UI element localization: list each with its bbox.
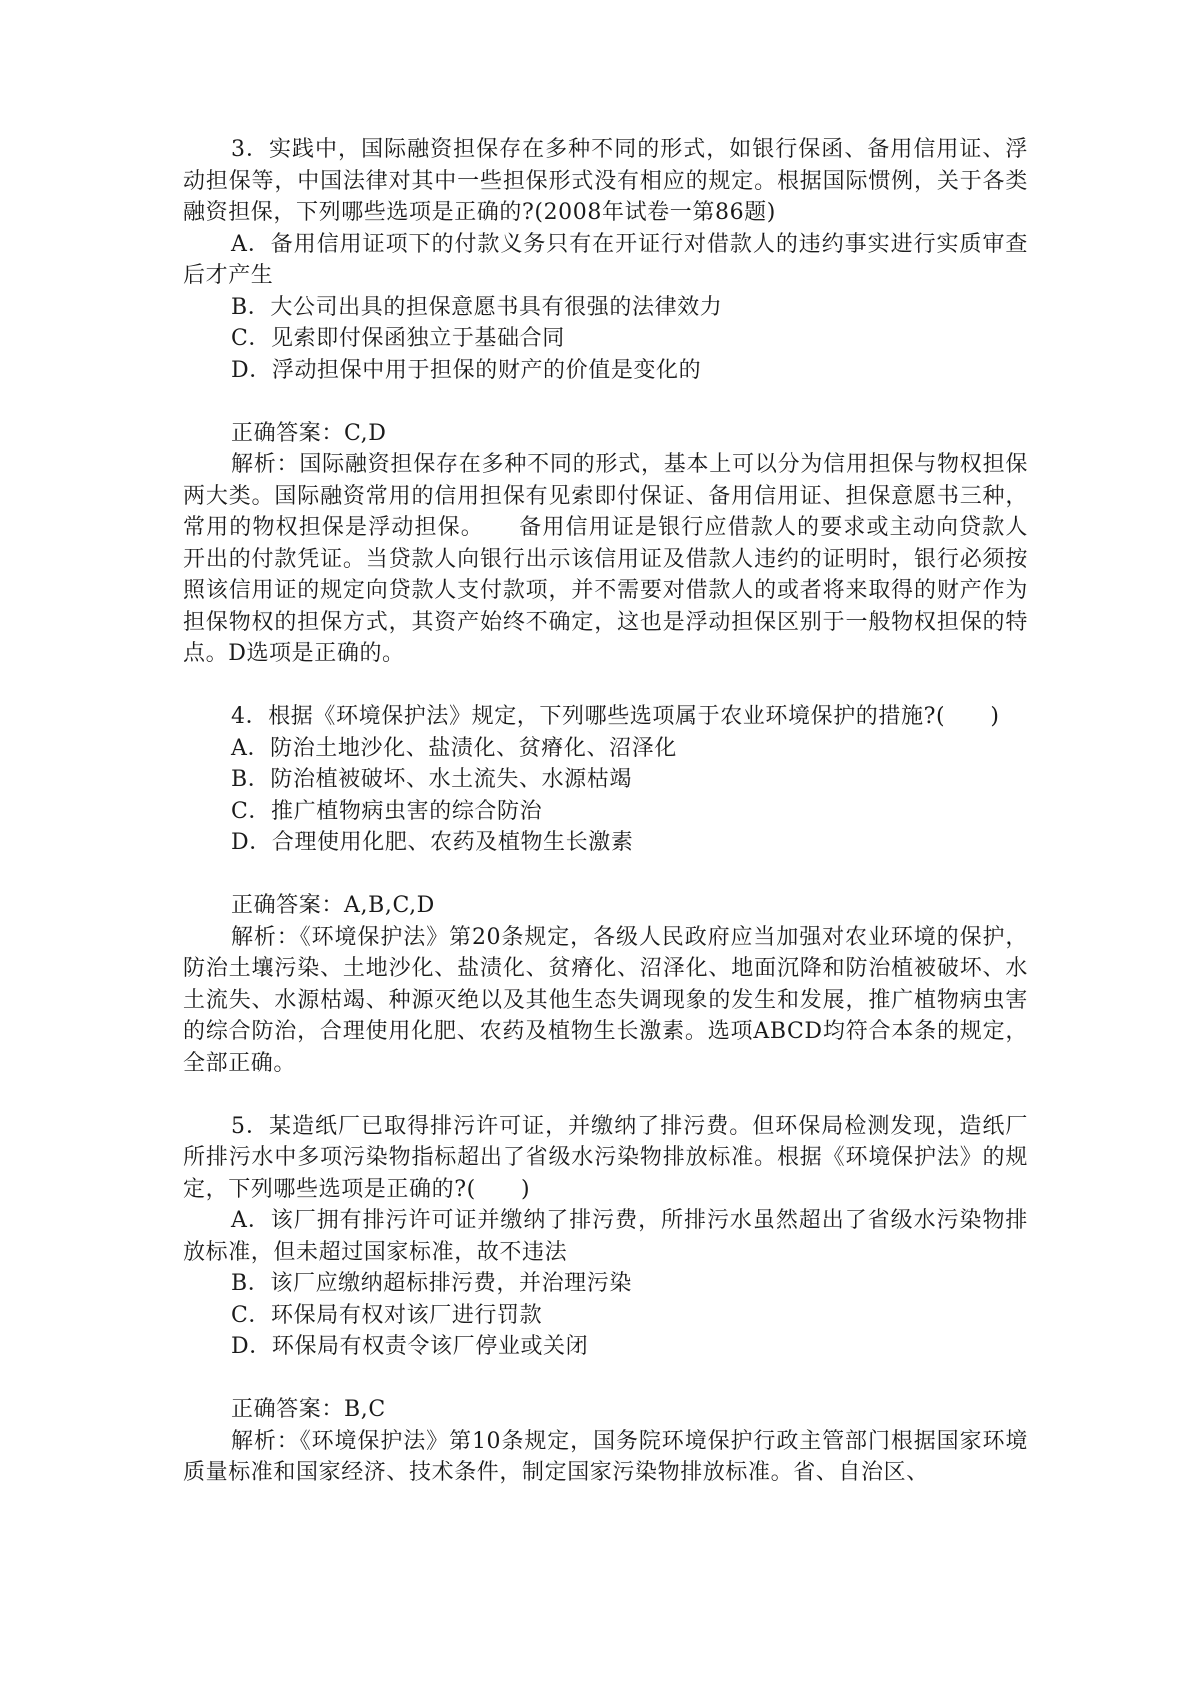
question-3 <box>183 134 1028 670</box>
question-stem: 5．某造纸厂已取得排污许可证，并缴纳了排污费。但环保局检测发现，造纸厂所排污水中多项污染物指标超出了省级水污染物排放标准。根据《环境保护法》的规定，下列哪些选项是正确的?( ) <box>183 1113 1028 1202</box>
answer-line: 正确答案：C,D <box>231 420 387 446</box>
option-b: B．大公司出具的担保意愿书具有很强的法律效力 <box>231 294 723 320</box>
option-c: C．环保局有权对该厂进行罚款 <box>231 1302 543 1328</box>
page-content <box>183 134 1028 1489</box>
option-b: B．防治植被破坏、水土流失、水源枯竭 <box>231 767 632 792</box>
question-4 <box>183 701 1028 1079</box>
option-b: B．该厂应缴纳超标排污费，并治理污染 <box>231 1271 632 1296</box>
option-d: D．环保局有权责令该厂停业或关闭 <box>231 1334 589 1359</box>
question-5 <box>183 1111 1028 1489</box>
option-d: D．浮动担保中用于担保的财产的价值是变化的 <box>231 357 702 383</box>
option-a: A．该厂拥有排污许可证并缴纳了排污费，所排污水虽然超出了省级水污染物排放标准，但未超过国家标准，故不违法 <box>183 1208 1028 1265</box>
question-stem: 4．根据《环境保护法》规定，下列哪些选项属于农业环境保护的措施?( ) <box>231 704 1000 729</box>
analysis-text: 解析：《环境保护法》第10条规定，国务院环境保护行政主管部门根据国家环境质量标准和国家经济、技术条件，制定国家污染物排放标准。省、自治区、 <box>183 1428 1028 1485</box>
option-d: D．合理使用化肥、农药及植物生长激素 <box>231 830 634 855</box>
analysis-text: 解析：《环境保护法》第20条规定，各级人民政府应当加强对农业环境的保护，防治土壤污染、土地沙化、盐渍化、贫瘠化、沼泽化、地面沉降和防治植被破坏、水土流失、水源枯竭、种源灭绝以及其他生态失调现象的发生和发展，推广植物病虫害的综合防治，合理使用化肥、农药及植物生长激素。选项ABCD均符合本条的规定，全部正确。 <box>183 924 1028 1076</box>
option-a: A．防治土地沙化、盐渍化、贫瘠化、沼泽化 <box>231 735 677 761</box>
analysis-text: 解析：国际融资担保存在多种不同的形式，基本上可以分为信用担保与物权担保两大类。国际融资常用的信用担保有见索即付保证、备用信用证、担保意愿书三种，常用的物权担保是浮动担保。 备用信用证是银行应借款人的要求或主动向贷款人开出的付款凭证。当贷款人向银行出示该信用证及借款人违约的证明时，银行必须按照该信用证的规定向贷款人支付款项，并不需要对借款人的或者将来取得的财产作为担保物权的担保方式，其资产始终不确定，这也是浮动担保区别于一般物权担保的特点。D选项是正确的。 <box>183 452 1028 666</box>
answer-line: 正确答案：B,C <box>231 1397 386 1422</box>
question-stem: 3．实践中，国际融资担保存在多种不同的形式，如银行保函、备用信用证、浮动担保等，中国法律对其中一些担保形式没有相应的规定。根据国际惯例，关于各类融资担保，下列哪些选项是正确的?(2008年试卷一第86题) <box>183 137 1028 225</box>
answer-line: 正确答案：A,B,C,D <box>231 893 435 918</box>
option-c: C．推广植物病虫害的综合防治 <box>231 798 543 824</box>
option-a: A．备用信用证项下的付款义务只有在开证行对借款人的违约事实进行实质审查后才产生 <box>183 231 1028 288</box>
option-c: C．见索即付保函独立于基础合同 <box>231 326 565 351</box>
